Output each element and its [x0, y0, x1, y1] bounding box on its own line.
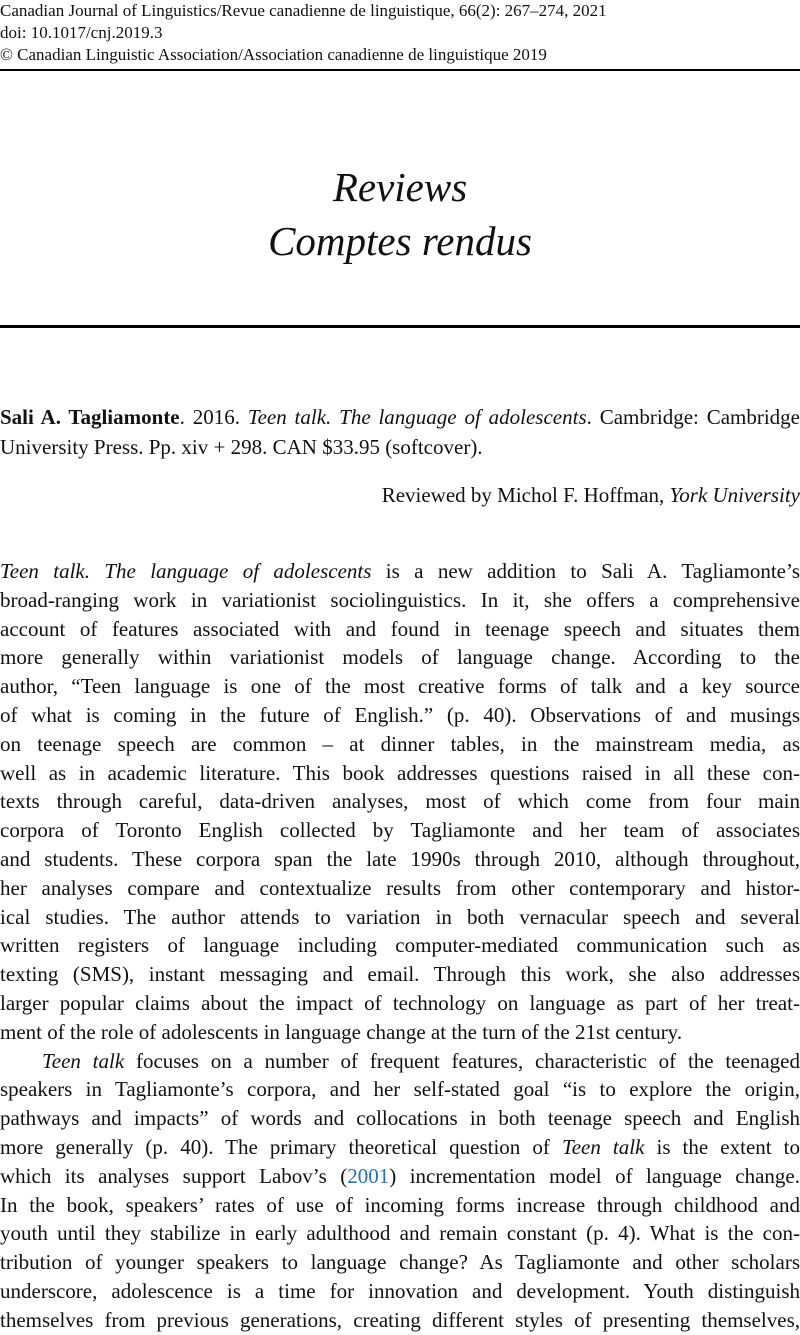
body-line: written registers of language including computer-mediated communication such as	[0, 933, 800, 958]
book-title-italic: Teen talk	[42, 1048, 125, 1073]
citation-author: Sali A. Tagliamonte	[0, 405, 180, 429]
section-rule	[0, 325, 800, 328]
journal-header	[0, 0, 800, 66]
body-line: ment of the role of adolescents in language change at the turn of the 21st century.	[0, 1019, 683, 1044]
body-line: broad-ranging work in variationist sociolinguistics. In it, she offers a comprehensive	[0, 587, 800, 612]
header-rule	[0, 69, 800, 71]
citation-book-title: Teen talk. The language of adolescents	[247, 405, 587, 429]
section-title-fr: Comptes rendus	[268, 218, 532, 264]
body-line: themselves from previous generations, creating different styles of presenting themselves,	[0, 1307, 800, 1332]
doi-line[interactable]: doi: 10.1017/cnj.2019.3	[0, 23, 163, 42]
body-line: author, “Teen language is one of the most creative forms of talk and a key source	[0, 674, 800, 699]
book-title-italic: Teen talk	[561, 1134, 645, 1159]
section-title-en: Reviews	[332, 164, 468, 210]
body-line: her analyses compare and contextualize results from other contemporary and histor-	[0, 875, 800, 900]
body-text: is a new addition to Sali A. Tagliamonte’s	[371, 559, 800, 583]
body-line: underscore, adolescence is a time for innovation and development. Youth distinguish	[0, 1278, 800, 1303]
body-line	[0, 1162, 800, 1191]
book-title-italic: Teen talk. The language of adolescents	[0, 559, 372, 583]
reviewer-affiliation: York University	[669, 483, 800, 507]
body-line	[0, 1047, 800, 1076]
body-line: on teenage speech are common – at dinner tables, in the mainstream media, as	[0, 731, 800, 756]
body-text: focuses on a number of frequent features, characteristic of the teenaged	[124, 1048, 800, 1073]
body-line: youth until they stabilize in early adulthood and remain constant (p. 4). What is the con-	[0, 1221, 800, 1246]
body-line: more generally within variationist models of language change. According to the	[0, 645, 800, 670]
body-line: corpora of Toronto English collected by Tagliamonte and her team of associates	[0, 818, 800, 843]
review-body	[0, 557, 800, 1335]
body-text: ) incrementation model of language change.	[389, 1163, 800, 1188]
citation-year: . 2016.	[179, 405, 248, 429]
body-line: ical studies. The author attends to variation in both vernacular speech and several	[0, 904, 800, 929]
body-line: account of features associated with and found in teenage speech and situates them	[0, 616, 800, 641]
body-line: larger popular claims about the impact of technology on language as part of her treat-	[0, 990, 800, 1015]
body-line: texting (SMS), instant messaging and email. Through this work, she also addresses	[0, 962, 800, 987]
reviewer-name: Reviewed by Michol F. Hoffman,	[381, 483, 670, 507]
body-line: tribution of younger speakers to language change? As Tagliamonte and other scholars	[0, 1250, 800, 1275]
body-line	[0, 557, 800, 586]
book-citation	[0, 402, 800, 462]
body-line: In the book, speakers’ rates of use of incoming forms increase through childhood and	[0, 1192, 800, 1217]
body-line: and students. These corpora span the late 1990s through 2010, although throughout,	[0, 846, 800, 871]
citation-publisher: . Cambridge: Cambridge University Press. Pp. xiv + 298. CAN $33.95 (softcover).	[0, 405, 800, 459]
body-text: is the extent to	[644, 1134, 800, 1159]
body-line: pathways and impacts” of words and collocations in both teenage speech and English	[0, 1106, 800, 1131]
body-line: texts through careful, data-driven analyses, most of which come from four main	[0, 789, 800, 814]
body-line: of what is coming in the future of English.” (p. 40). Observations of and musings	[0, 702, 800, 727]
body-line: well as in academic literature. This book addresses questions raised in all these con-	[0, 760, 800, 785]
reference-link-labov-2001[interactable]: 2001	[347, 1163, 390, 1188]
body-line: speakers in Tagliamonte’s corpora, and her self-stated goal “is to explore the origin,	[0, 1077, 800, 1102]
body-text: which its analyses support Labov’s (	[0, 1163, 348, 1188]
body-line	[0, 1133, 800, 1162]
journal-citation-line: Canadian Journal of Linguistics/Revue canadienne de linguistique, 66(2): 267–274, 2021	[0, 1, 607, 20]
body-text: more generally (p. 40). The primary theoretical question of	[0, 1134, 562, 1159]
reviewer-line	[382, 481, 800, 509]
copyright-line: © Canadian Linguistic Association/Association canadienne de linguistique 2019	[0, 45, 547, 64]
